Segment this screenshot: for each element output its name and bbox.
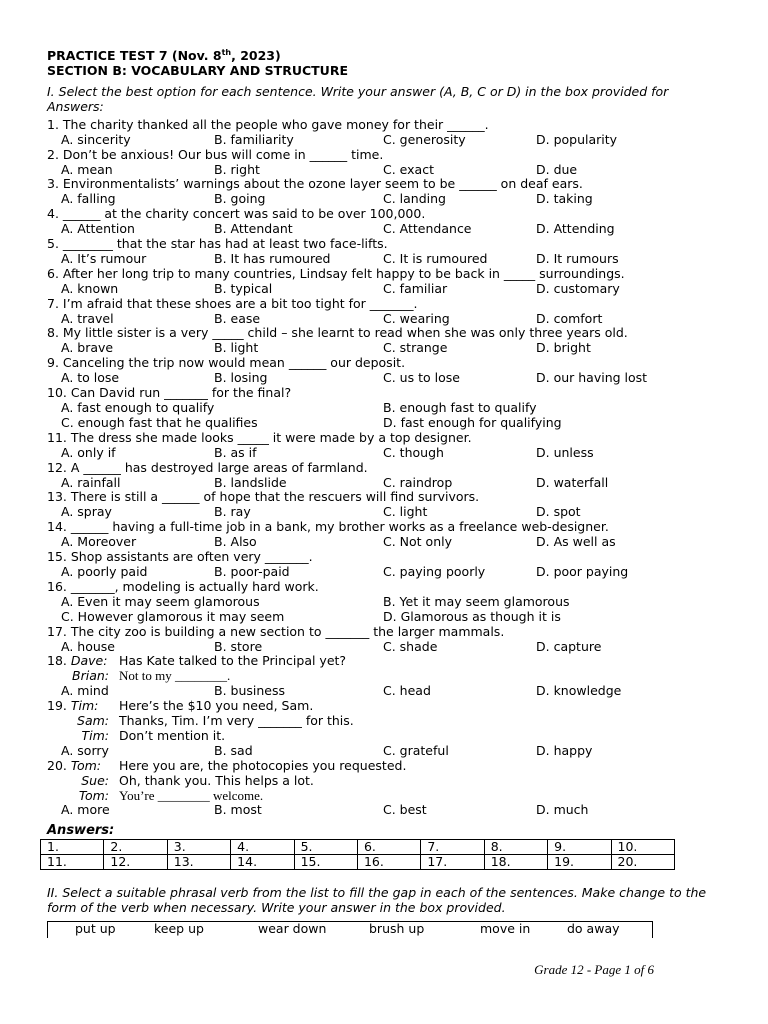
question-text: 6. After her long trip to many countries, Lindsay felt happy to be back in _____ surroundings. (47, 265, 625, 281)
option-group (47, 640, 727, 655)
option-a: A. known (61, 280, 119, 296)
answer-table (40, 839, 675, 870)
question-text: 2. Don’t be anxious! Our bus will come in ______ time. (47, 146, 384, 162)
question-item (47, 356, 727, 386)
option-a: A. house (61, 638, 115, 654)
option-b: B. losing (214, 370, 268, 386)
question-item (47, 177, 727, 207)
question-text: 14. ______ having a full-time job in a bank, my brother works as a freelance web-designer. (47, 519, 609, 535)
answer-cell[interactable]: 14. (231, 855, 294, 870)
answer-cell[interactable]: 3. (167, 840, 230, 855)
part2-instruction: II. Select a suitable phrasal verb from the list to fill the gap in each of the sentences. Make change to the form of the verb when necessary. Write your answer in the box provided. (47, 885, 707, 916)
answer-row (41, 855, 675, 870)
option-c: C. Attendance (383, 221, 472, 237)
question-text: 3. Environmentalists’ warnings about the ozone layer seem to be ______ on deaf ears. (47, 176, 583, 192)
option-group (47, 133, 727, 148)
option-b: B. It has rumoured (214, 250, 331, 266)
option-a: A. brave (61, 340, 114, 356)
question-text: 11. The dress she made looks _____ it were made by a top designer. (47, 429, 472, 445)
option-a: A. It’s rumour (61, 250, 147, 266)
document-page (47, 46, 727, 938)
option-d: D. taking (536, 191, 593, 207)
question-text: 9. Canceling the trip now would mean ______ our deposit. (47, 355, 406, 371)
option-b: B. poor-paid (214, 563, 290, 579)
option-d: D. As well as (536, 534, 616, 550)
option-c: C. raindrop (383, 474, 453, 490)
question-list-b (47, 431, 727, 580)
option-b: B. ray (214, 504, 251, 520)
option-d: D. It rumours (536, 250, 619, 266)
option-group (47, 803, 727, 818)
option-a: A. only if (61, 444, 116, 460)
option-d: D. comfort (536, 310, 603, 326)
option-a: A. Even it may seem glamorous (61, 593, 260, 609)
option-a: A. mean (61, 161, 113, 177)
option-d: D. Attending (536, 221, 615, 237)
option-b: B. sad (214, 742, 253, 758)
question-item (47, 297, 727, 327)
option-a: A. sincerity (61, 131, 131, 147)
word-option: keep up (154, 921, 204, 937)
speaker: 18. Dave: (47, 653, 108, 669)
question-text: 13. There is still a ______ of hope that the rescuers will find survivors. (47, 489, 480, 505)
section-title: SECTION B: VOCABULARY AND STRUCTURE (47, 63, 348, 79)
dialogue-line: Sue: Oh, thank you. This helps a lot. (81, 772, 314, 788)
option-group (47, 371, 727, 386)
option-c: C. best (383, 802, 427, 818)
answer-row (41, 840, 675, 855)
dialogue-line: 18. Dave: Has Kate talked to the Principal yet? (47, 653, 347, 669)
option-b: B. ease (214, 310, 261, 326)
option-c: C. paying poorly (383, 563, 486, 579)
word-option: move in (480, 921, 531, 937)
question-text: 17. The city zoo is building a new section to _______ the larger mammals. (47, 623, 505, 639)
word-option: wear down (258, 921, 327, 937)
option-c: C. though (383, 444, 444, 460)
question-item (47, 267, 727, 297)
question-item (47, 550, 727, 580)
option-a: A. travel (61, 310, 114, 326)
answer-cell[interactable]: 10. (611, 840, 674, 855)
answer-cell[interactable]: 6. (357, 840, 420, 855)
answer-cell[interactable]: 12. (104, 855, 167, 870)
option-c: C. familiar (383, 280, 448, 296)
answer-cell[interactable]: 18. (484, 855, 547, 870)
option-d: D. spot (536, 504, 581, 520)
option-a: A. Moreover (61, 534, 137, 550)
question-20 (47, 759, 727, 819)
option-c: C. wearing (383, 310, 450, 326)
question-item (47, 520, 727, 550)
option-c: C. However glamorous it may seem (61, 608, 285, 624)
question-10 (47, 386, 727, 431)
option-d: D. capture (536, 638, 602, 654)
question-19 (47, 699, 727, 759)
option-d: D. popularity (536, 131, 618, 147)
option-group (47, 595, 727, 625)
answer-cell[interactable]: 5. (294, 840, 357, 855)
option-c: C. shade (383, 638, 438, 654)
option-d: D. poor paying (536, 563, 629, 579)
option-a: A. spray (61, 504, 112, 520)
option-c: C. strange (383, 340, 448, 356)
dialogue-line: Brian: Not to my ________. (72, 668, 231, 684)
option-c: C. enough fast that he qualifies (61, 414, 258, 430)
question-18 (47, 654, 727, 699)
option-c: C. grateful (383, 742, 449, 758)
option-group (47, 565, 727, 580)
option-b: B. light (214, 340, 259, 356)
word-option: brush up (369, 921, 425, 937)
option-group (47, 252, 727, 267)
answer-cell[interactable]: 9. (548, 840, 611, 855)
option-b: B. Also (214, 534, 257, 550)
question-17 (47, 625, 727, 655)
question-text: 12. A ______ has destroyed large areas of farmland. (47, 459, 368, 475)
option-d: D. waterfall (536, 474, 609, 490)
option-group (47, 192, 727, 207)
question-text: 16. _______, modeling is actually hard work. (47, 578, 319, 594)
answer-cell[interactable]: 8. (484, 840, 547, 855)
option-a: A. rainfall (61, 474, 121, 490)
question-text: 15. Shop assistants are often very _______. (47, 549, 313, 565)
option-c: C. exact (383, 161, 434, 177)
question-item (47, 490, 727, 520)
phrasal-verb-box (47, 921, 653, 938)
option-d: D. Glamorous as though it is (383, 608, 561, 624)
option-group (47, 312, 727, 327)
option-d: D. much (536, 802, 589, 818)
answer-cell[interactable]: 2. (104, 840, 167, 855)
option-d: D. due (536, 161, 578, 177)
answers-heading: Answers: (47, 823, 115, 839)
option-a: A. Attention (61, 221, 135, 237)
answer-cell[interactable]: 7. (421, 840, 484, 855)
option-group (47, 446, 727, 461)
answer-cell[interactable]: 19. (548, 855, 611, 870)
question-text: 7. I’m afraid that these shoes are a bit too tight for _______. (47, 295, 418, 311)
option-b: B. Yet it may seem glamorous (383, 593, 570, 609)
option-a: A. falling (61, 191, 116, 207)
question-16 (47, 580, 727, 625)
answer-cell[interactable]: 13. (167, 855, 230, 870)
dialogue-line: Tom: You’re ________ welcome. (78, 787, 264, 803)
dialogue-line: 20. Tom: Here you are, the photocopies you requested. (47, 757, 407, 773)
option-b: B. business (214, 683, 286, 699)
question-text: 10. Can David run _______ for the final? (47, 385, 292, 401)
option-a: A. sorry (61, 742, 109, 758)
speaker: 20. Tom: (47, 757, 101, 773)
option-c: C. Not only (383, 534, 452, 550)
question-item (47, 148, 727, 178)
option-c: C. us to lose (383, 370, 460, 386)
question-item (47, 118, 727, 148)
page-footer: Grade 12 - Page 1 of 6 (534, 962, 654, 977)
option-d: D. happy (536, 742, 593, 758)
option-group (47, 341, 727, 356)
option-group (47, 535, 727, 550)
option-b: B. Attendant (214, 221, 293, 237)
option-c: C. head (383, 683, 431, 699)
option-b: B. enough fast to qualify (383, 400, 537, 415)
dialogue-line: Sam: Thanks, Tim. I’m very _______ for this. (77, 713, 354, 729)
option-a: A. fast enough to qualify (61, 400, 215, 415)
option-d: D. fast enough for qualifying (383, 414, 562, 430)
option-group (47, 505, 727, 520)
question-text: 4. ______ at the charity concert was said to be over 100,000. (47, 206, 426, 222)
option-b: B. as if (214, 444, 257, 460)
question-text: 8. My little sister is a very _____ child – she learnt to read when she was only three years old. (47, 325, 628, 341)
option-d: D. knowledge (536, 683, 622, 699)
option-group (47, 282, 727, 297)
option-group (47, 476, 727, 491)
dialogue-line: Tim: Don’t mention it. (81, 727, 226, 743)
option-c: C. It is rumoured (383, 250, 488, 266)
answer-cell[interactable]: 15. (294, 855, 357, 870)
option-d: D. customary (536, 280, 620, 296)
question-item (47, 326, 727, 356)
answer-cell[interactable]: 11. (41, 855, 104, 870)
answer-cell[interactable]: 4. (231, 840, 294, 855)
option-d: D. unless (536, 444, 594, 460)
option-a: A. mind (61, 683, 109, 699)
word-option: do away (567, 921, 620, 937)
option-c: C. light (383, 504, 428, 520)
answer-cell[interactable]: 1. (41, 840, 104, 855)
part1-instruction: I. Select the best option for each sentence. Write your answer (A, B, C or D) in the box provided for Answers: (47, 83, 669, 114)
option-b: B. familiarity (214, 131, 294, 147)
option-a: A. more (61, 802, 110, 818)
option-c: C. generosity (383, 131, 466, 147)
answer-cell[interactable]: 20. (611, 855, 674, 870)
option-b: B. right (214, 161, 260, 177)
question-text: 5. ________ that the star has had at least two face-lifts. (47, 236, 388, 252)
answer-cell[interactable]: 16. (357, 855, 420, 870)
option-b: B. store (214, 638, 263, 654)
answer-cell[interactable]: 17. (421, 855, 484, 870)
question-list (47, 118, 727, 386)
test-title: PRACTICE TEST 7 (Nov. 8th, 2023) (47, 48, 281, 64)
question-item (47, 461, 727, 491)
option-d: D. our having lost (536, 370, 648, 386)
option-group (47, 222, 727, 237)
question-item (47, 431, 727, 461)
option-a: A. to lose (61, 370, 120, 386)
option-group (47, 401, 727, 431)
option-group (47, 163, 727, 178)
option-group (47, 684, 727, 699)
option-a: A. poorly paid (61, 563, 148, 579)
option-b: B. typical (214, 280, 273, 296)
option-c: C. landing (383, 191, 446, 207)
question-item (47, 207, 727, 237)
question-text: 1. The charity thanked all the people who gave money for their ______. (47, 116, 489, 132)
question-item (47, 237, 727, 267)
option-b: B. landslide (214, 474, 287, 490)
speaker: 19. Tim: (47, 698, 99, 714)
option-b: B. going (214, 191, 266, 207)
dialogue-line: 19. Tim: Here’s the $10 you need, Sam. (47, 698, 314, 714)
word-option: put up (75, 921, 116, 937)
option-d: D. bright (536, 340, 591, 356)
option-group (47, 744, 727, 759)
option-b: B. most (214, 802, 262, 818)
